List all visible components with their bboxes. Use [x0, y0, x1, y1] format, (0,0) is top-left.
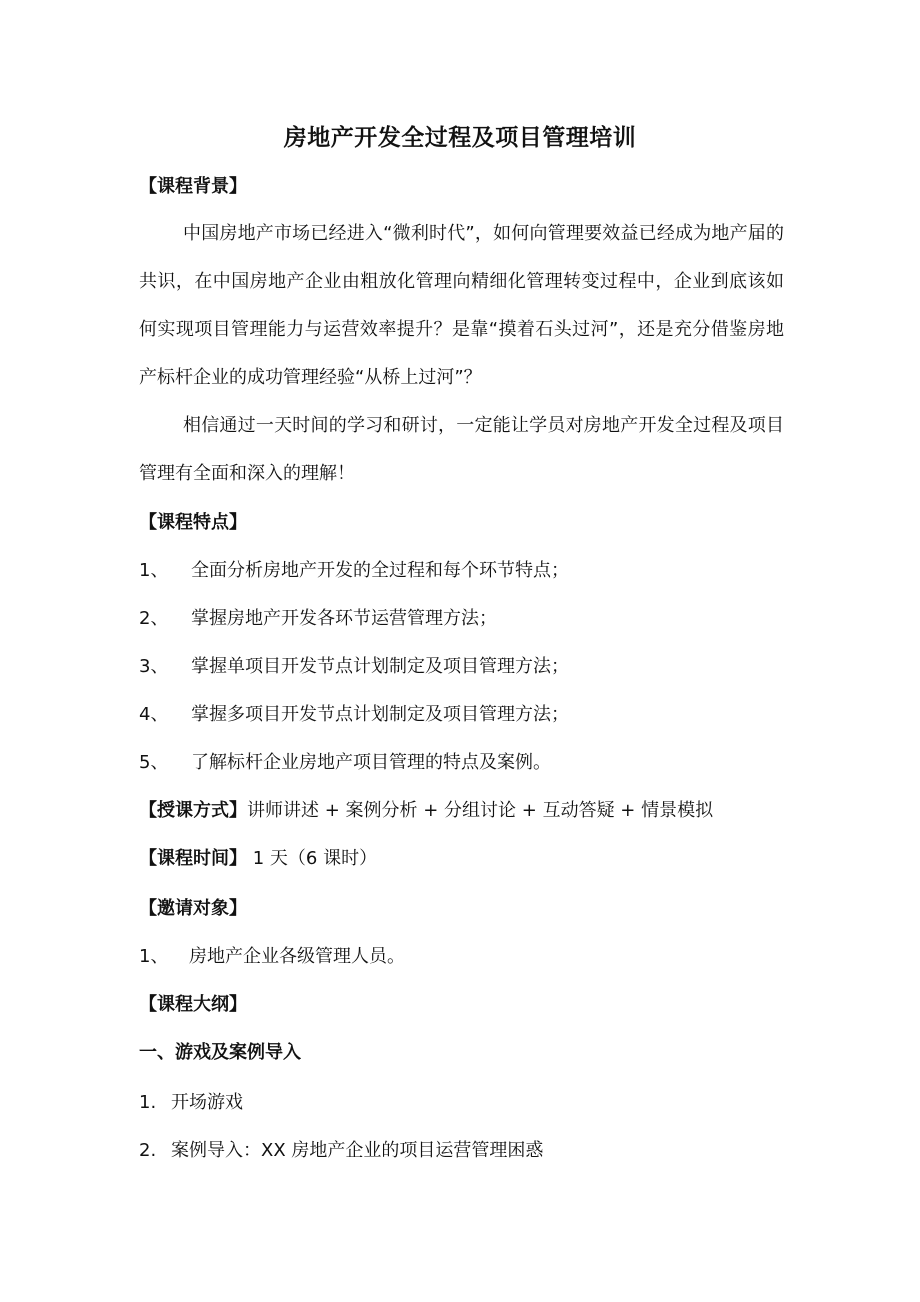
- feature-number: 3、: [139, 656, 169, 677]
- duration-text: 1 天（6 课时）: [247, 848, 378, 869]
- feature-item: [139, 556, 569, 586]
- background-paragraph-1: 中国房地产市场已经进入“微利时代”，如何向管理要效益已经成为地产届的共识，在中国房地产企业由粗放化管理向精细化管理转变过程中，企业到底该如何实现项目管理能力与运营效率提升？是靠“摸着石头过河”，还是充分借鉴房地产标杆企业的成功管理经验“从桥上过河”？: [139, 223, 784, 388]
- audience-item: [139, 942, 405, 972]
- feature-number: 5、: [139, 752, 169, 773]
- feature-text: 掌握单项目开发节点计划制定及项目管理方法；: [191, 656, 569, 677]
- audience-number: 1、: [139, 946, 169, 967]
- heading-features: 【课程特点】: [139, 512, 247, 533]
- background-paragraph-2: 相信通过一天时间的学习和研讨，一定能让学员对房地产开发全过程及项目管理有全面和深入的理解！: [139, 415, 784, 484]
- outline-text: 案例导入：XX 房地产企业的项目运营管理困惑: [171, 1140, 544, 1161]
- heading-outline: 【课程大纲】: [139, 994, 247, 1015]
- feature-text: 全面分析房地产开发的全过程和每个环节特点；: [191, 560, 569, 581]
- teaching-method: [139, 796, 713, 826]
- outline-number: 2.: [139, 1140, 157, 1161]
- course-duration: [139, 844, 377, 874]
- feature-number: 1、: [139, 560, 169, 581]
- feature-text: 了解标杆企业房地产项目管理的特点及案例。: [191, 752, 551, 773]
- heading-duration: 【课程时间】: [139, 848, 247, 869]
- heading-audience: 【邀请对象】: [139, 898, 247, 919]
- outline-section-heading: 一、游戏及案例导入: [139, 1042, 301, 1063]
- heading-background: 【课程背景】: [139, 176, 247, 197]
- audience-text: 房地产企业各级管理人员。: [189, 946, 405, 967]
- heading-method: 【授课方式】: [139, 800, 247, 821]
- feature-text: 掌握房地产开发各环节运营管理方法；: [191, 608, 497, 629]
- feature-text: 掌握多项目开发节点计划制定及项目管理方法；: [191, 704, 569, 725]
- feature-item: [139, 700, 569, 730]
- outline-number: 1.: [139, 1092, 157, 1113]
- document-title: 房地产开发全过程及项目管理培训: [283, 125, 637, 151]
- feature-number: 4、: [139, 704, 169, 725]
- feature-item: [139, 748, 551, 778]
- outline-item: [139, 1088, 243, 1118]
- outline-item: [139, 1136, 543, 1166]
- method-text: 讲师讲述 + 案例分析 + 分组讨论 + 互动答疑 + 情景模拟: [247, 800, 714, 821]
- outline-text: 开场游戏: [171, 1092, 243, 1113]
- feature-item: [139, 652, 569, 682]
- feature-number: 2、: [139, 608, 169, 629]
- feature-item: [139, 604, 497, 634]
